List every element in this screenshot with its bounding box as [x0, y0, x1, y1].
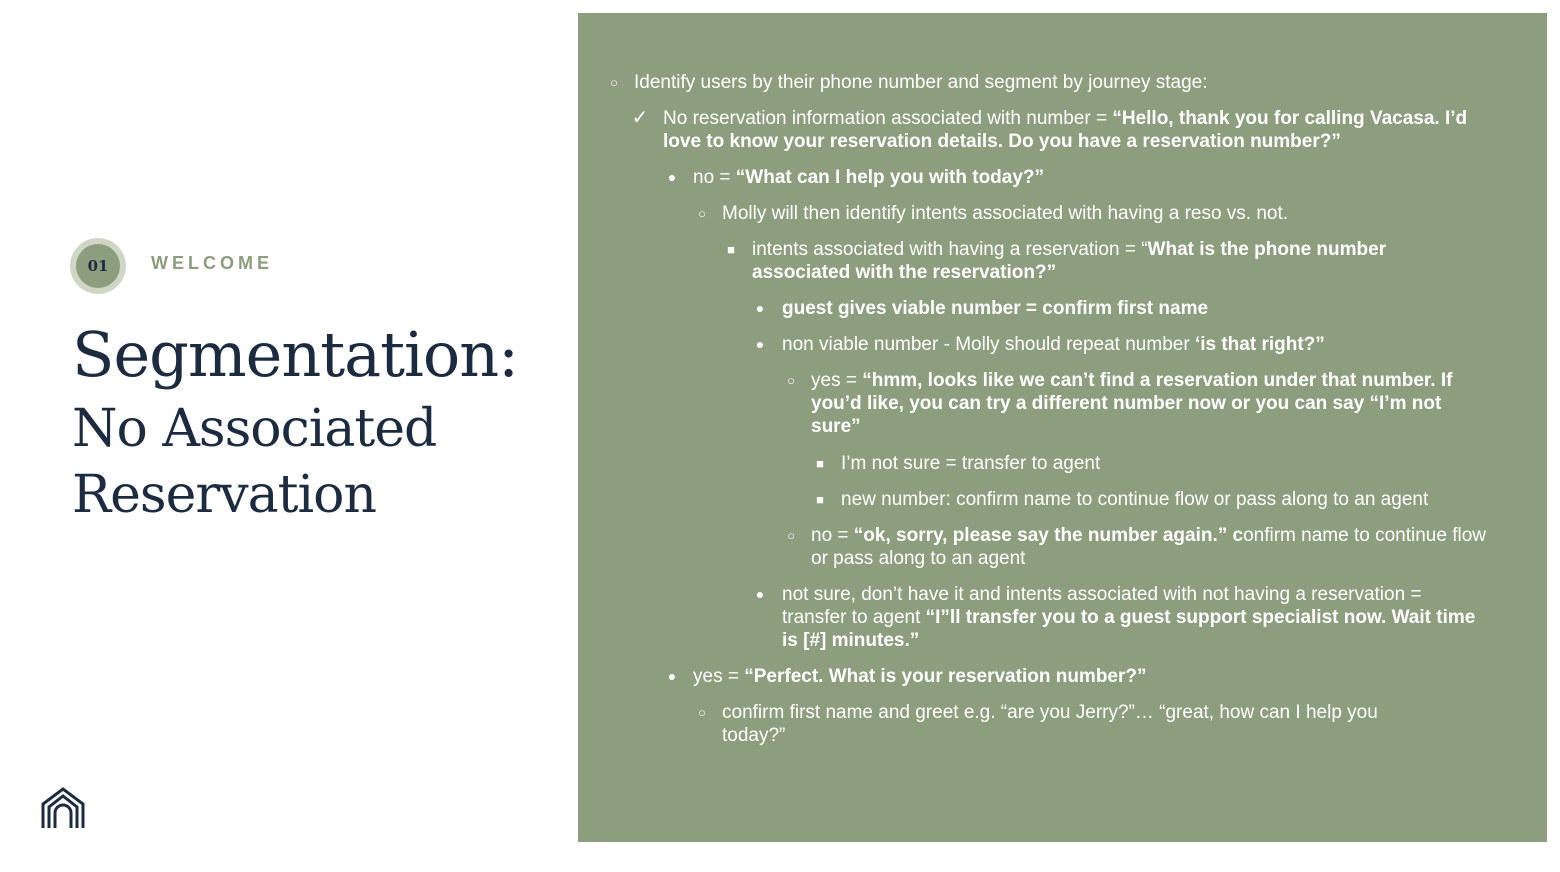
outline-level5-item: not sure, don’t have it and intents associated with not having a reservation = transfer to agent “I”ll transfer you to a guest support specialist now. Wait time is [#] minutes.” [782, 584, 1476, 651]
outline-level7-item: I’m not sure = transfer to agent [841, 453, 1101, 474]
outline-level6-item: yes = “hmm, looks like we can’t find a reservation under that number. If you’d like, you can try a different number now or you can say “I’m not sure” [811, 370, 1453, 437]
outline-level6-item: no = “ok, sorry, please say the number again.” confirm name to continue flow or pass along to an agent [811, 525, 1486, 569]
outline-level7-item: new number: confirm name to continue flow or pass along to an agent [841, 489, 1429, 510]
house-icon [40, 786, 86, 830]
outline-level0-item: Identify users by their phone number and segment by journey stage: [634, 72, 1208, 93]
slide-subtitle: No Associated Reservation [72, 399, 437, 525]
outline-marker: ■ [816, 456, 824, 471]
slide-title: Segmentation: [72, 318, 519, 391]
check-icon: ✓ [631, 107, 649, 129]
section-eyebrow: WELCOME [151, 253, 273, 273]
outline-marker: ○ [787, 373, 795, 388]
outline-level1-item: No reservation information associated with number = “Hello, thank you for calling Vacasa. I’d love to know your reservation details. Do you have a reservation number?” [663, 108, 1468, 152]
outline-level3-item: Molly will then identify intents associated with having a reso vs. not. [722, 203, 1289, 224]
content-panel [578, 13, 1547, 842]
title-area [0, 0, 578, 872]
outline-level5-item: guest gives viable number = confirm first name [782, 298, 1209, 319]
slide-number-badge [70, 238, 126, 294]
outline-marker: ○ [610, 75, 618, 90]
outline-marker: ● [755, 586, 765, 602]
outline-marker: ■ [816, 492, 824, 507]
outline-level2-item: no = “What can I help you with today?” [693, 167, 1045, 188]
outline-level5-item: non viable number - Molly should repeat number ‘is that right?” [782, 334, 1325, 355]
outline-marker: ● [755, 300, 765, 316]
outline-marker: ■ [727, 242, 735, 257]
outline-marker: ○ [787, 528, 795, 543]
outline-level3-item: confirm first name and greet e.g. “are you Jerry?”… “great, how can I help you today?” [722, 702, 1378, 746]
outline-marker: ● [755, 336, 765, 352]
outline-marker: ○ [698, 206, 706, 221]
slide-number: 01 [76, 244, 120, 288]
outline-marker: ● [667, 668, 677, 684]
outline-marker: ○ [698, 705, 706, 720]
outline-level2-item: yes = “Perfect. What is your reservation number?” [693, 666, 1147, 687]
outline-marker: ● [667, 169, 677, 185]
outline-level4-item: intents associated with having a reservation = “What is the phone number associated with the reservation?” [752, 239, 1387, 283]
